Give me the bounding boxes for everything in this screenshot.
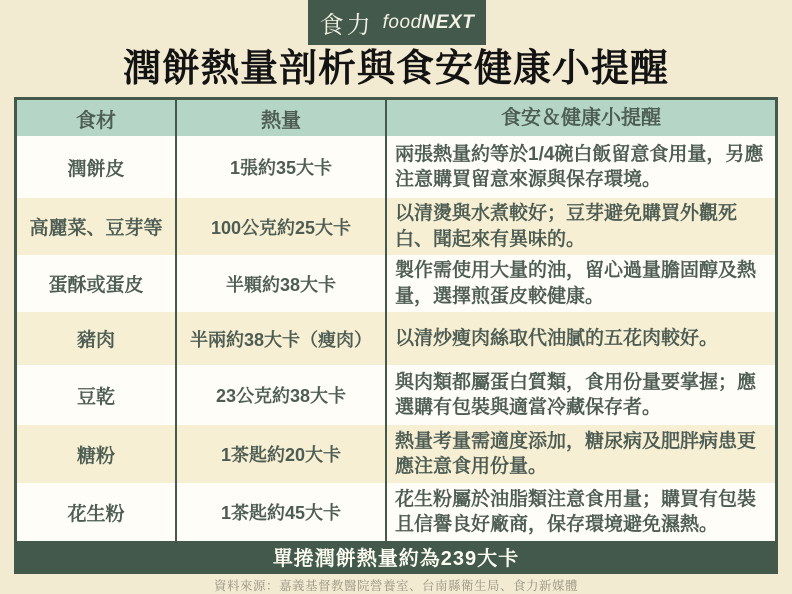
tip-cell: 以清燙與水煮較好；豆芽避免購買外觀死白、聞起來有異味的。 — [395, 203, 738, 250]
ingredient-cell: 蛋酥或蛋皮 — [48, 275, 144, 296]
calories-cell: 1張約35大卡 — [175, 136, 387, 198]
tip-cell: 以清炒瘦肉絲取代油膩的五花肉較好。 — [395, 327, 719, 349]
data-source: 資料來源：嘉義基督教醫院營養室、台南縣衛生局、食力新媒體 — [213, 579, 578, 593]
calories-cell: 半顆約38大卡 — [175, 255, 387, 312]
total-calories-bar: 單捲潤餅熱量約為239大卡 — [17, 541, 775, 571]
tip-cell: 製作需使用大量的油，留心過量膽固醇及熱量，選擇煎蛋皮較健康。 — [395, 260, 757, 307]
table-row — [17, 312, 775, 365]
table-header-row — [17, 100, 775, 136]
table-row — [17, 198, 775, 255]
table-row — [17, 365, 775, 425]
calories-cell: 100公克約25大卡 — [175, 198, 387, 255]
tip-cell: 花生粉屬於油脂類注意食用量；購買有包裝且信譽良好廠商，保存環境避免濕熱。 — [395, 488, 757, 535]
ingredient-cell: 糖粉 — [76, 445, 115, 467]
tip-cell: 熱量考量需適度添加，糖尿病及肥胖病患更應注意食用份量。 — [395, 430, 757, 477]
calories-cell: 1茶匙約45大卡 — [175, 483, 387, 541]
logo-food-text: food — [382, 11, 422, 33]
logo-cjk-text: 食力 — [319, 12, 374, 39]
logo-latin-text — [383, 12, 475, 34]
calories-cell: 1茶匙約20大卡 — [175, 425, 387, 483]
tip-cell: 兩張熱量約等於1/4碗白飯留意食用量，另應注意購買留意來源與保存環境。 — [395, 143, 764, 190]
tip-cell: 與肉類都屬蛋白質類，食用份量要掌握；應選購有包裝與適當冷藏保存者。 — [395, 371, 757, 418]
header-cell-ingredient: 食材 — [76, 109, 116, 132]
header-cell-calories: 熱量 — [175, 100, 387, 136]
ingredient-cell: 豬肉 — [76, 330, 115, 351]
table-row — [17, 255, 775, 312]
logo-next-text: NEXT — [421, 11, 475, 33]
header-cell-tips: 食安＆健康小提醒 — [501, 106, 661, 129]
ingredient-cell: 高麗菜、豆芽等 — [29, 218, 163, 239]
calories-cell: 23公克約38大卡 — [175, 365, 387, 425]
ingredient-cell: 花生粉 — [67, 503, 125, 525]
table-row — [17, 425, 775, 483]
page-title: 潤餅熱量剖析與食安健康小提醒 — [122, 48, 669, 90]
calories-cell: 半兩約38大卡（瘦肉） — [175, 312, 387, 365]
calorie-table — [14, 97, 778, 574]
ingredient-cell: 潤餅皮 — [67, 158, 125, 180]
ingredient-cell: 豆乾 — [76, 386, 115, 408]
foodnext-logo-badge — [308, 0, 486, 45]
table-row — [17, 483, 775, 541]
table-row — [17, 136, 775, 198]
